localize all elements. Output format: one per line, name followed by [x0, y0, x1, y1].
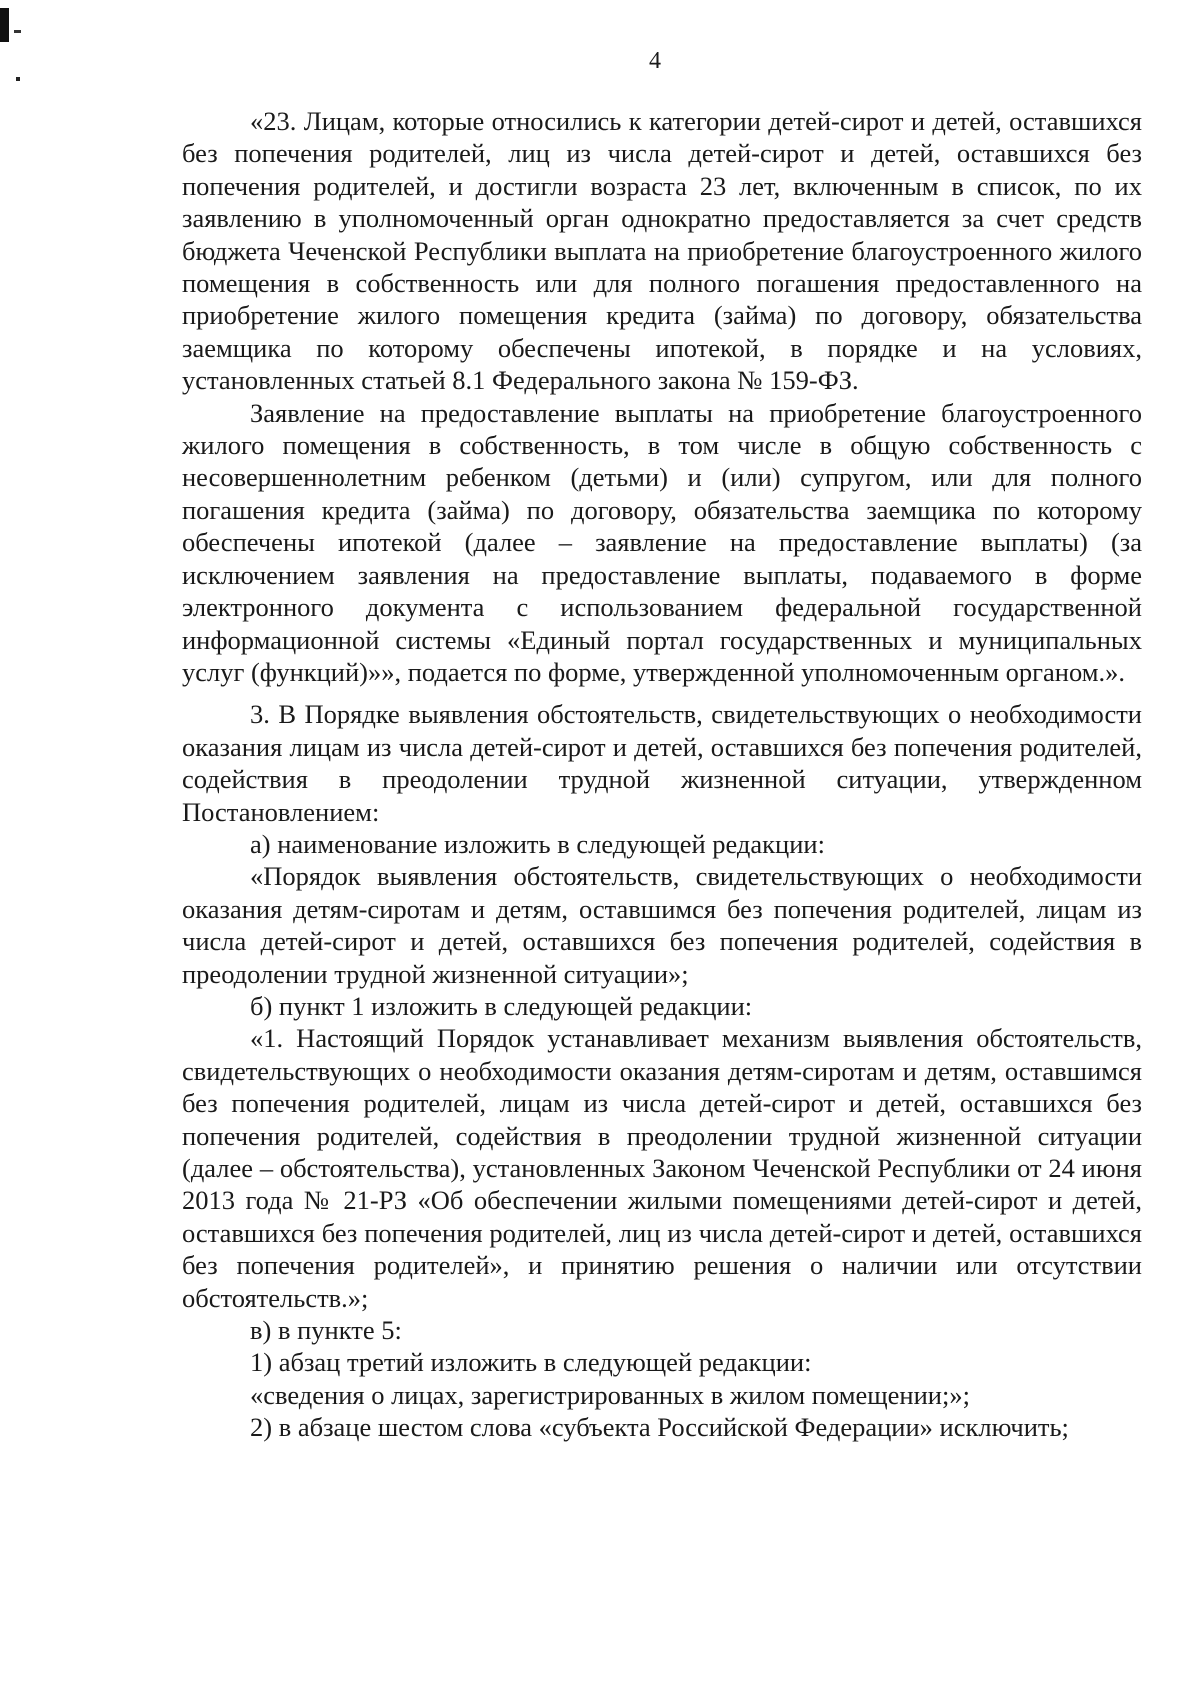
paragraph-item-23: «23. Лицам, которые относились к категории детей-сирот и детей, оставшихся без попечения родителей, лиц из числа детей-сирот и детей, оставшихся без попечения родителей, и достигли возраста 23 лет, включенным в список, по их заявлению в уполномоченный орган однократно предоставляется за счет средств бюджета Чеченской Республики выплата на приобретение благоустроенного жилого помещения в собственность или для полного погашения предоставленного на приобретение жилого помещения кредита (займа) по договору, обязательства заемщика по которому обеспечены ипотекой, в порядке и на условиях, установленных статьей 8.1 Федерального закона № 159-ФЗ. — [182, 106, 1142, 396]
paragraph-subitem-2: 2) в абзаце шестом слова «субъекта Российской Федерации» исключить; — [250, 1412, 1069, 1443]
paragraph-subitem-v: в) в пункте 5: — [250, 1315, 402, 1346]
paragraph-item-1: «1. Настоящий Порядок устанавливает механизм выявления обстоятельств, свидетельствующих о необходимости оказания детям-сиротам и детям, оставшимся без попечения родителей, лицам из числа детей-сирот и детей, оставшихся без попечения родителей, содействия в преодолении трудной жизненной ситуации (далее – обстоятельства), установленных Законом Чеченской Республики от 24 июня 2013 года № 21-РЗ «Об обеспечении жилыми помещениями детей-сирот и детей, оставшихся без попечения родителей, лиц из числа детей-сирот и детей, оставшихся без попечения родителей», и принятию решения о наличии или отсутствии обстоятельств.»; — [182, 1023, 1142, 1313]
paragraph-application: Заявление на предоставление выплаты на приобретение благоустроенного жилого помещения в собственность, в том числе в общую собственность с несовершеннолетним ребенком (детьми) и (или) супругом, или для полного погашения кредита (займа) по договору, обязательства заемщика по которому обеспечены ипотекой (далее – заявление на предоставление выплаты) (за исключением заявления на предоставление выплаты, подаваемого в форме электронного документа с использованием федеральной государственной информационной системы «Единый портал государственных и муниципальных услуг (функций)»», подается по форме, утвержденной уполномоченным органом.». — [182, 397, 1142, 687]
paragraph-section-3: 3. В Порядке выявления обстоятельств, свидетельствующих о необходимости оказания лицам из числа детей-сирот и детей, оставшихся без попечения родителей, содействия в преодолении трудной жизненной ситуации, утвержденном Постановлением: — [182, 699, 1142, 827]
page-number: 4 — [649, 48, 661, 74]
scan-edge-mark — [0, 8, 9, 42]
scan-edge-mark — [14, 30, 21, 33]
scan-edge-mark — [16, 77, 20, 81]
paragraph-registered-persons: «сведения о лицах, зарегистрированных в жилом помещении;»; — [250, 1379, 970, 1410]
paragraph-subitem-b: б) пункт 1 изложить в следующей редакции: — [250, 990, 753, 1021]
document-body — [182, 105, 1142, 1444]
paragraph-subitem-a: а) наименование изложить в следующей редакции: — [250, 828, 825, 859]
paragraph-procedure-title: «Порядок выявления обстоятельств, свидетельствующих о необходимости оказания детям-сиротам и детям, оставшимся без попечения родителей, лицам из числа детей-сирот и детей, оставшихся без попечения родителей, содействия в преодолении трудной жизненной ситуации»; — [182, 861, 1142, 989]
paragraph-subitem-1: 1) абзац третий изложить в следующей редакции: — [250, 1347, 812, 1378]
